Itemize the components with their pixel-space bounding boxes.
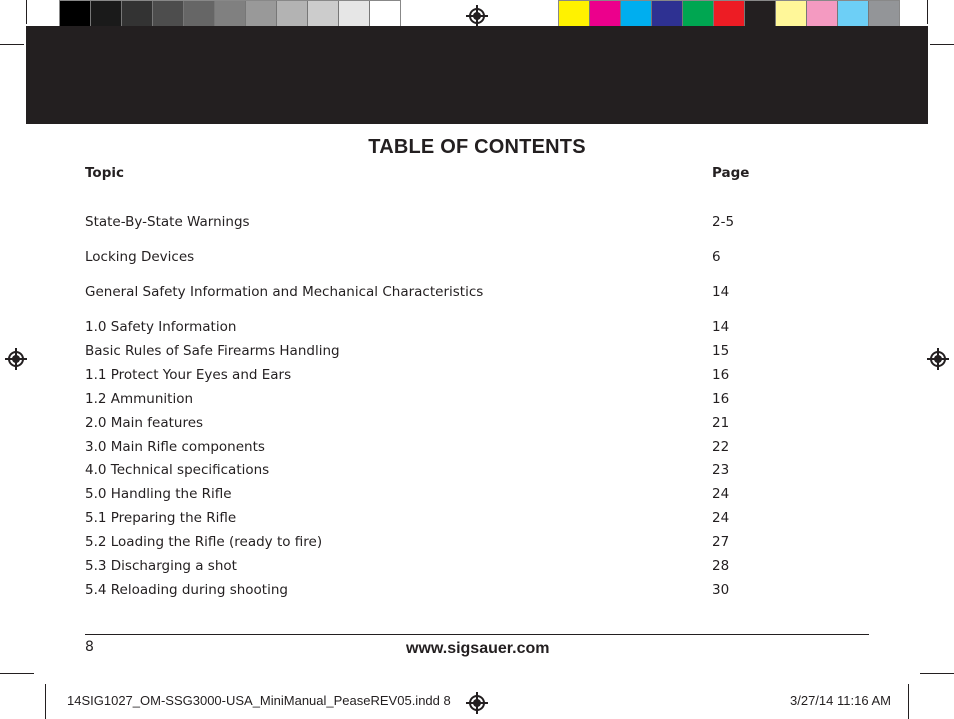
toc-entry-topic: 5.2 Loading the Rifle (ready to fire) — [85, 534, 323, 550]
crop-mark — [0, 673, 34, 674]
crop-mark — [920, 673, 954, 674]
toc-entry-page: 22 — [712, 439, 730, 455]
toc-entry-page: 23 — [712, 462, 730, 478]
toc-entry-page: 16 — [712, 391, 730, 407]
toc-entry-topic: State-By-State Warnings — [85, 214, 250, 230]
toc-entry-page: 24 — [712, 510, 730, 526]
toc-entry-topic: 1.2 Ammunition — [85, 391, 194, 407]
page-column-header: Page — [712, 165, 750, 181]
toc-entry-topic: 3.0 Main Rifle components — [85, 439, 265, 455]
toc-entry-topic: 5.4 Reloading during shooting — [85, 582, 288, 598]
toc-entry-page: 14 — [712, 284, 730, 300]
crop-mark — [45, 684, 46, 719]
registration-mark-right-icon — [927, 348, 949, 370]
toc-entry-topic: Basic Rules of Safe Firearms Handling — [85, 343, 340, 359]
toc-entry-topic: 4.0 Technical specifications — [85, 462, 270, 478]
registration-mark-top-icon — [466, 5, 488, 27]
crop-mark — [26, 0, 27, 24]
crop-mark — [0, 44, 24, 45]
toc-entry-page: 14 — [712, 319, 730, 335]
toc-entry-page: 2-5 — [712, 214, 735, 230]
toc-entry-topic: 5.3 Discharging a shot — [85, 558, 237, 574]
page-number: 8 — [85, 639, 94, 655]
toc-entry-page: 21 — [712, 415, 730, 431]
header-band — [26, 26, 928, 124]
slug-filename: 14SIG1027_OM-SSG3000-USA_MiniManual_PeaseREV05.indd 8 — [67, 693, 451, 708]
toc-entry-page: 6 — [712, 249, 721, 265]
crop-mark — [927, 0, 928, 24]
slug-timestamp: 3/27/14 11:16 AM — [790, 693, 891, 708]
crop-mark — [908, 684, 909, 719]
toc-entry-topic: 2.0 Main features — [85, 415, 204, 431]
toc-entry-page: 30 — [712, 582, 730, 598]
toc-entry-topic: 5.0 Handling the Rifle — [85, 486, 232, 502]
toc-entry-topic: 1.0 Safety Information — [85, 319, 237, 335]
toc-entry-topic: Locking Devices — [85, 249, 195, 265]
website-url: www.sigsauer.com — [406, 640, 550, 657]
toc-entry-topic: 1.1 Protect Your Eyes and Ears — [85, 367, 292, 383]
footer-rule — [85, 634, 869, 635]
toc-entry-page: 28 — [712, 558, 730, 574]
toc-entry-page: 15 — [712, 343, 730, 359]
toc-entry-page: 16 — [712, 367, 730, 383]
registration-mark-bottom-icon — [466, 692, 488, 714]
crop-mark — [930, 44, 954, 45]
page-title: TABLE OF CONTENTS — [368, 136, 586, 158]
toc-entry-topic: General Safety Information and Mechanical Characteristics — [85, 284, 484, 300]
registration-mark-left-icon — [5, 348, 27, 370]
toc-entry-page: 27 — [712, 534, 730, 550]
toc-entry-topic: 5.1 Preparing the Rifle — [85, 510, 237, 526]
topic-column-header: Topic — [85, 165, 124, 181]
toc-entry-page: 24 — [712, 486, 730, 502]
